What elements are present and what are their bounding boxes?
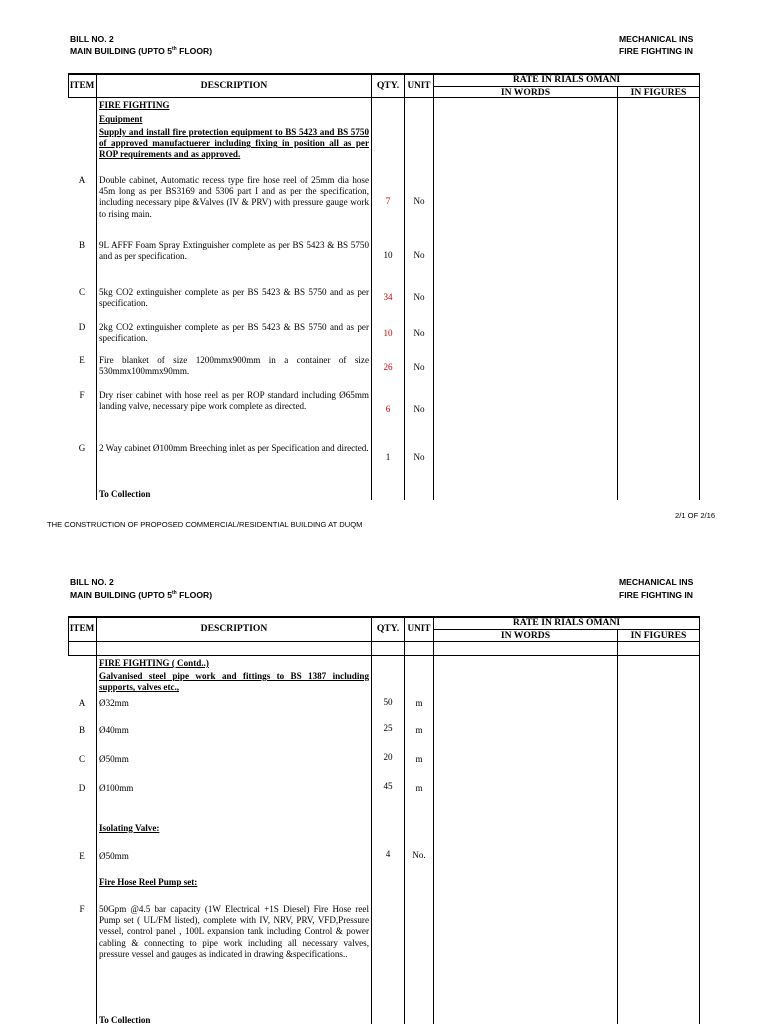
item-quantity: 34 — [383, 292, 393, 302]
item-quantity: 50 — [383, 697, 393, 707]
item-unit: No. — [412, 850, 426, 860]
item-description: Dry riser cabinet with hose reel as per ROP standard including Ø65mm landing valve, necessary pipe work complete as directed. — [99, 390, 369, 412]
item-unit: m — [415, 754, 423, 764]
item-description: 9L AFFF Foam Spray Extinguisher complete as per BS 5423 & BS 5750 and as per specification. — [99, 240, 369, 262]
building-title: MAIN BUILDING (UPTO 5th FLOOR) — [70, 590, 213, 600]
column-header-description: DESCRIPTION — [200, 80, 268, 91]
item-description: Double cabinet, Automatic recess type fire hose reel of 25mm dia hose 45m long as per BS3169 and 5306 part I and as per the specification, including necessary pipe &Valves (IV & PRV) with pressure gauge work to rising main. — [99, 175, 369, 219]
section-title-mechanical: MECHANICAL INS — [619, 577, 694, 587]
item-description: Ø50mm — [99, 851, 129, 861]
item-description: 2kg CO2 extinguisher complete as per BS 5423 & BS 5750 and as per specification. — [99, 322, 369, 344]
item-quantity: 4 — [385, 849, 391, 859]
building-title: MAIN BUILDING (UPTO 5th FLOOR) — [70, 46, 213, 56]
column-header-rate: RATE IN RIALS OMANI — [512, 74, 621, 85]
column-header-in-figures: IN FIGURES — [630, 630, 687, 641]
item-letter: C — [78, 754, 86, 764]
item-letter: D — [78, 783, 86, 793]
item-unit: No — [413, 250, 425, 260]
item-unit: m — [415, 783, 423, 793]
item-description: 2 Way cabinet Ø100mm Breeching inlet as per Specification and directed. — [99, 443, 369, 453]
to-collection-label: To Collection — [99, 489, 151, 499]
item-unit: m — [415, 698, 423, 708]
isolating-valve-heading: Isolating Valve: — [99, 823, 160, 833]
item-quantity: 26 — [383, 362, 393, 372]
item-description: Fire blanket of size 1200mmx900mm in a container of size 530mmx100mmx90mm. — [99, 355, 369, 377]
item-unit: No — [413, 452, 425, 462]
bill-number: BILL NO. 2 — [70, 34, 114, 44]
item-quantity: 25 — [383, 723, 393, 733]
column-header-unit: UNIT — [407, 623, 431, 633]
item-letter: F — [79, 904, 85, 914]
column-header-item: ITEM — [69, 623, 95, 633]
item-unit: No — [413, 328, 425, 338]
item-quantity: 7 — [385, 196, 391, 206]
item-letter: A — [78, 698, 86, 708]
column-header-unit: UNIT — [407, 80, 431, 90]
intro-paragraph: Supply and install fire protection equipment to BS 5423 and BS 5750 of approved manufactuerer including fixing in position all as per ROP requirements and as approved. — [99, 127, 369, 160]
item-description: 50Gpm @4.5 bar capacity (1W Electrical +1S Diesel) Fire Hose reel Pump set ( UL/FM listed), complete with IV, NRV, PRV, VFD,Pressure vessel, control panel , 100L expansion tank including Control & power cabling & connecting to pipe work including all necessary valves, pressure vessel and gauges as indicated in drawing &specifications.. — [99, 904, 369, 959]
item-quantity: 1 — [385, 452, 391, 462]
item-letter: F — [79, 390, 85, 400]
item-letter: C — [78, 287, 86, 297]
item-description: Ø50mm — [99, 754, 129, 764]
column-header-description: DESCRIPTION — [200, 623, 268, 634]
item-letter: E — [79, 355, 85, 365]
item-unit: m — [415, 725, 423, 735]
item-description: Ø32mm — [99, 698, 129, 708]
item-description: 5kg CO2 extinguisher complete as per BS 5423 & BS 5750 and as per specification. — [99, 287, 369, 309]
item-letter: G — [78, 443, 86, 453]
item-unit: No — [413, 404, 425, 414]
item-description: Ø40mm — [99, 725, 129, 735]
item-unit: No — [413, 196, 425, 206]
column-header-in-words: IN WORDS — [500, 630, 551, 641]
section-title-mechanical: MECHANICAL INS — [619, 34, 694, 44]
section-title-fire-fighting: FIRE FIGHTING IN — [619, 590, 693, 600]
item-quantity: 6 — [385, 404, 391, 414]
item-letter: E — [79, 851, 85, 861]
item-unit: No — [413, 292, 425, 302]
page-number: 2/1 OF 2/16 — [675, 511, 716, 520]
item-letter: B — [78, 240, 86, 250]
item-quantity: 10 — [383, 250, 393, 260]
item-unit: No — [413, 362, 425, 372]
column-header-in-words: IN WORDS — [500, 87, 551, 98]
column-header-in-figures: IN FIGURES — [630, 87, 687, 98]
project-footer: THE CONSTRUCTION OF PROPOSED COMMERCIAL/RESIDENTIAL BUILDING AT DUQM — [47, 520, 363, 529]
section-title-fire-fighting: FIRE FIGHTING IN — [619, 46, 693, 56]
pump-set-heading: Fire Hose Reel Pump set: — [99, 877, 198, 887]
item-letter: D — [78, 322, 86, 332]
item-letter: A — [78, 175, 86, 185]
column-header-item: ITEM — [69, 80, 95, 90]
item-quantity: 20 — [383, 752, 393, 762]
subsection-heading: Equipment — [99, 114, 143, 124]
column-header-rate: RATE IN RIALS OMANI — [512, 617, 621, 628]
column-header-qty: QTY. — [376, 80, 400, 91]
item-letter: B — [78, 725, 86, 735]
bill-number: BILL NO. 2 — [70, 577, 114, 587]
column-header-qty: QTY. — [376, 623, 400, 634]
to-collection-label: To Collection — [99, 1015, 151, 1025]
item-description: Ø100mm — [99, 783, 134, 793]
item-quantity: 45 — [383, 781, 393, 791]
section-heading: FIRE FIGHTING — [99, 100, 170, 110]
subsection-heading: Galvanised steel pipe work and fittings to BS 1387 including supports, valves etc., — [99, 671, 369, 693]
section-heading: FIRE FIGHTING ( Contd..) — [99, 658, 209, 668]
item-quantity: 10 — [383, 328, 393, 338]
